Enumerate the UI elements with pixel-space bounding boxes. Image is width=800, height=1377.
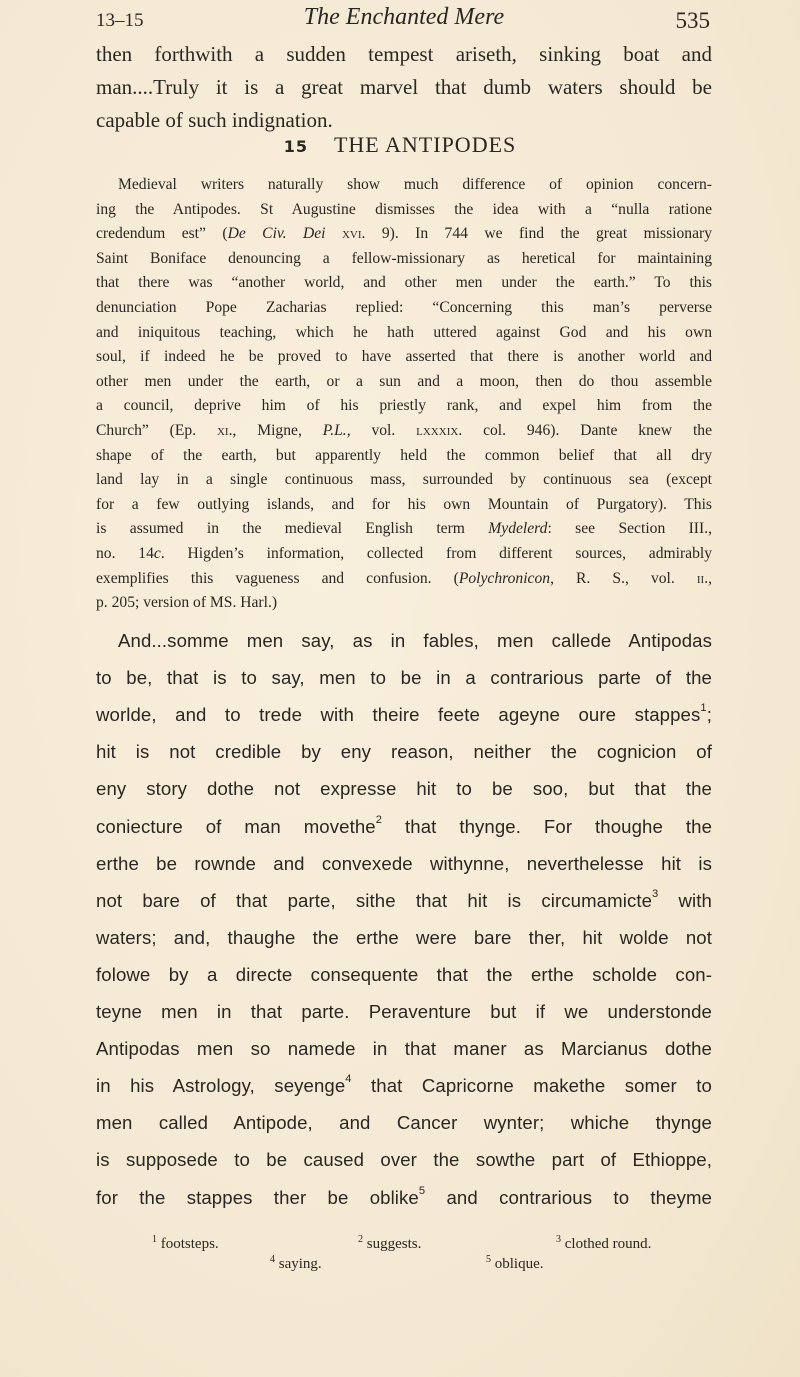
footnote-3	[556, 1236, 651, 1253]
footnote-1	[152, 1236, 219, 1253]
text-segment: exemplifies this vagueness and confusion. (	[96, 569, 459, 587]
text-line	[96, 373, 712, 391]
text-segment: c	[153, 545, 161, 562]
text-segment: then forthwith a sudden tempest ariseth, sinking boat and	[96, 42, 712, 66]
footnote-2	[358, 1236, 421, 1253]
text-line	[96, 1001, 712, 1023]
footnote-marker: 5	[486, 1254, 491, 1265]
text-segment: in his Astrology, seyenge	[96, 1075, 346, 1097]
footnote-4	[270, 1256, 322, 1273]
text-segment: waters; and, thaughe the erthe were bare ther, hit wolde not	[96, 926, 712, 948]
text-segment: Medieval writers naturally show much difference of opinion concern-	[118, 176, 712, 193]
text-segment: land lay in a single continuous mass, surrounded by continuous sea (except	[96, 471, 712, 489]
text-segment: erthe be rownde and convexede withynne, neverthelesse hit is	[96, 852, 712, 874]
text-segment: ing the Antipodes. St Augustine dismisses the idea with a “nulla ratione	[96, 200, 712, 218]
text-segment: for the stappes ther be oblike	[96, 1186, 419, 1208]
text-line	[96, 447, 712, 465]
footnote-reference: 2	[375, 813, 383, 826]
text-segment: men called Antipode, and Cancer wynter; whiche thynge	[96, 1112, 712, 1134]
text-segment: Polychronicon	[458, 569, 551, 587]
text-segment: that there was “another world, and other men under the earth.” To this	[96, 274, 712, 292]
footnote-5	[486, 1256, 544, 1273]
text-line	[96, 520, 712, 538]
text-line	[96, 741, 712, 763]
text-segment: lxxxix	[416, 422, 459, 439]
text-segment: to be, that is to say, men to be in a contrarious parte of the	[96, 667, 712, 689]
text-segment: that Capricorne makethe somer to	[351, 1075, 712, 1097]
text-line	[96, 496, 712, 514]
text-line	[118, 176, 712, 194]
text-segment: for a few outlying islands, and for his own Mountain of Purgatory). This	[96, 495, 712, 513]
text-segment: and contrarious to theyme	[425, 1186, 712, 1208]
running-header	[96, 4, 712, 38]
text-segment: soul, if indeed he be proved to have asserted that there is another world and	[96, 348, 712, 366]
section-heading	[0, 132, 800, 158]
text-segment: And...somme men say, as in fables, men callede Antipodas	[118, 630, 712, 651]
text-segment: ii	[696, 569, 705, 587]
footnote-text: clothed round.	[564, 1236, 652, 1252]
text-line	[96, 75, 712, 100]
text-line	[96, 250, 712, 268]
text-segment: credendum est” (	[96, 225, 228, 243]
text-segment: is supposede to be caused over the sowthe part of Ethioppe,	[96, 1149, 712, 1171]
text-line	[96, 927, 712, 949]
text-segment: .,	[704, 569, 712, 587]
footnote-marker: 1	[152, 1234, 157, 1245]
text-segment: denunciation Pope Zacharias replied: “Concerning this man’s perverse	[96, 299, 712, 316]
text-segment: Antipodas men so namede in that maner as Marcianus dothe	[96, 1038, 712, 1060]
text-segment: teyne men in that parte. Peraventure but if we understonde	[96, 1001, 712, 1022]
footnote-marker: 2	[358, 1234, 363, 1245]
text-segment: Church” (Ep.	[96, 422, 217, 439]
text-segment: is assumed in the medieval English term	[96, 520, 489, 538]
text-line	[96, 201, 712, 219]
text-line	[96, 853, 712, 875]
text-line	[96, 42, 712, 67]
text-line	[96, 397, 712, 415]
text-line	[96, 667, 712, 689]
text-line	[96, 813, 713, 838]
text-segment: : see Section III.,	[547, 520, 712, 538]
text-segment: a council, deprive him of his priestly rank, and expel him from the	[96, 397, 712, 415]
text-segment: , vol.	[346, 422, 417, 439]
text-line	[96, 704, 712, 726]
text-segment: with	[658, 889, 712, 911]
text-segment: capable of such indignation.	[96, 108, 333, 132]
text-segment: shape of the earth, but apparently held the common belief that all dry	[96, 446, 712, 464]
text-line	[96, 1184, 712, 1209]
text-line	[96, 348, 712, 366]
running-title: The Enchanted Mere	[303, 4, 505, 30]
text-segment: Mydelerd	[488, 520, 548, 538]
section-number: 15	[283, 137, 308, 156]
text-segment: ;	[706, 704, 712, 726]
text-line	[96, 1149, 712, 1171]
text-segment: De Civ. Dei	[227, 225, 326, 243]
footnote-reference: 5	[418, 1184, 426, 1197]
footnote-reference: 1	[700, 702, 707, 715]
text-segment: that thynge. For thoughe the	[382, 815, 713, 837]
text-segment: , R. S., vol.	[550, 569, 697, 587]
footnote-text: footsteps.	[160, 1236, 219, 1252]
text-line	[96, 471, 712, 489]
text-line	[96, 545, 712, 563]
text-segment: xi	[216, 422, 229, 439]
text-segment: . col. 946). Dante knew the	[458, 422, 712, 439]
text-line	[96, 1075, 712, 1097]
text-line	[96, 778, 712, 800]
section-range: 13–15	[96, 10, 144, 31]
text-segment: no. 14	[96, 545, 154, 562]
text-line	[96, 299, 712, 317]
text-segment	[326, 225, 342, 242]
text-segment: ., Migne,	[228, 422, 323, 439]
footnote-text: oblique.	[494, 1256, 544, 1272]
footnote-reference: 3	[652, 887, 659, 900]
text-line	[96, 274, 712, 292]
text-line	[96, 1038, 712, 1060]
text-segment: not bare of that parte, sithe that hit is circumamicte	[96, 889, 653, 911]
text-line	[96, 594, 712, 612]
text-segment: eny story dothe not expresse hit to be soo, but that the	[96, 778, 712, 800]
text-line	[96, 964, 712, 986]
section-title: THE ANTIPODES	[333, 132, 517, 157]
text-segment: worlde, and to trede with theire feete ageyne oure stappes	[96, 704, 701, 726]
text-segment: and iniquitous teaching, which he hath uttered against God and his own	[96, 323, 712, 341]
text-line	[96, 108, 712, 133]
text-segment: Saint Boniface denouncing a fellow-missionary as heretical for maintaining	[96, 249, 712, 267]
footnote-text: saying.	[278, 1256, 322, 1272]
text-segment: . 9). In 744 we find the great missionary	[361, 225, 713, 243]
footnote-marker: 3	[556, 1234, 561, 1245]
text-segment: xvi	[341, 225, 362, 243]
text-segment: . Higden’s information, collected from different sources, admirably	[160, 545, 712, 562]
text-segment: coniecture of man movethe	[96, 815, 376, 837]
text-segment: man....Truly it is a great marvel that dumb waters should be	[96, 75, 712, 99]
text-segment: p. 205; version of MS. Harl.)	[96, 594, 278, 612]
page-number: 535	[675, 8, 710, 33]
text-line	[96, 225, 712, 243]
footnote-reference: 4	[345, 1073, 352, 1086]
text-line	[96, 324, 712, 342]
text-segment: P.L.	[322, 422, 347, 439]
footnote-text: suggests.	[366, 1236, 422, 1252]
text-line	[96, 570, 712, 588]
text-line	[118, 630, 712, 652]
text-line	[96, 1112, 712, 1134]
text-line	[96, 887, 712, 912]
text-segment: hit is not credible by eny reason, neither the cognicion of	[96, 741, 712, 763]
text-segment: folowe by a directe consequente that the erthe scholde con-	[96, 963, 712, 985]
text-line	[96, 422, 712, 440]
footnote-marker: 4	[270, 1254, 275, 1265]
text-segment: other men under the earth, or a sun and a moon, then do thou assemble	[96, 372, 712, 390]
